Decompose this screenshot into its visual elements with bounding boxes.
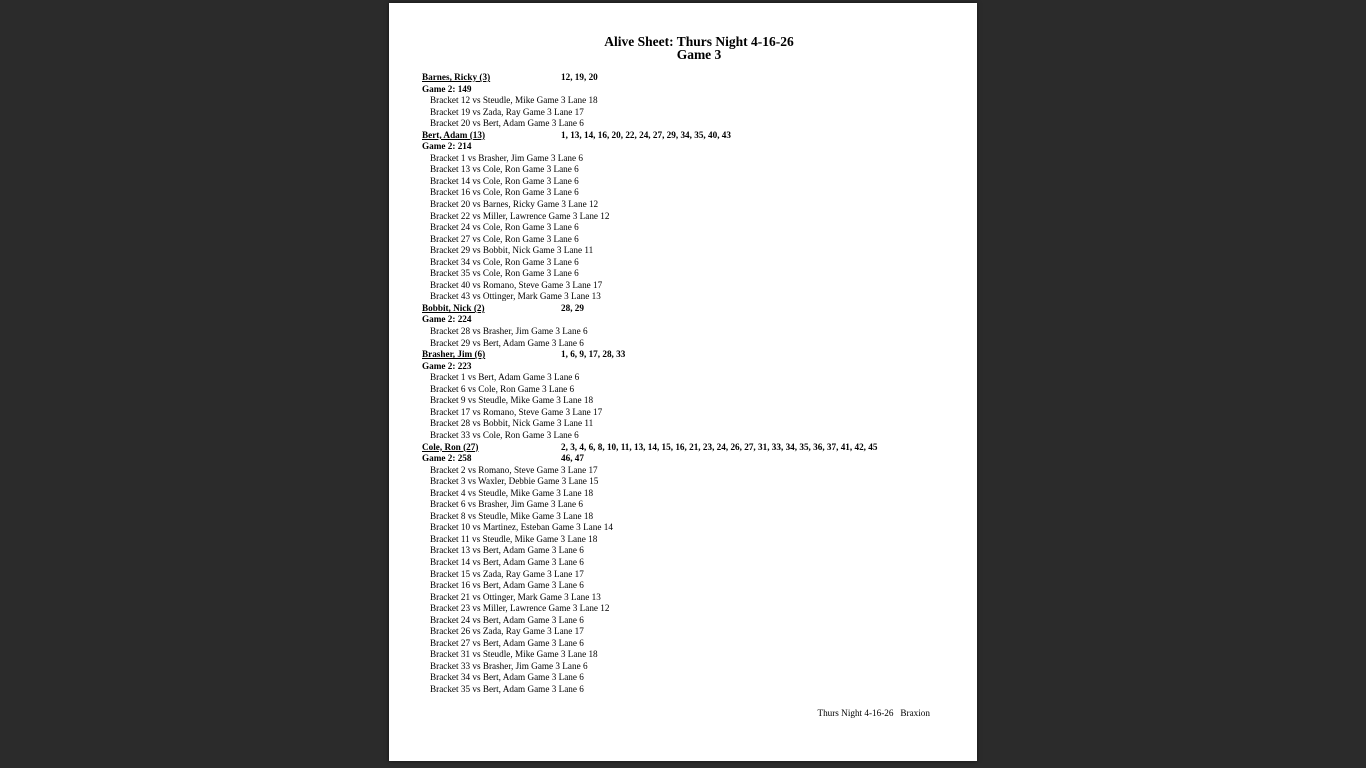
bracket-match-row: Bracket 16 vs Cole, Ron Game 3 Lane 6 [430,187,579,198]
bracket-match-row: Bracket 27 vs Bert, Adam Game 3 Lane 6 [430,637,584,648]
bracket-match-row: Bracket 6 vs Cole, Ron Game 3 Lane 6 [430,383,575,394]
bowler-bracket-list: 2, 3, 4, 6, 8, 10, 11, 13, 14, 15, 16, 21, 23, 24, 26, 27, 31, 33, 34, 35, 36, 37, 41, 42, 45 [561,441,878,452]
bracket-match-row: Bracket 43 vs Ottinger, Mark Game 3 Lane 13 [430,291,601,302]
bracket-match-row: Bracket 1 vs Bert, Adam Game 3 Lane 6 [430,372,580,383]
bracket-match-row: Bracket 16 vs Bert, Adam Game 3 Lane 6 [430,580,584,591]
bowler-name: Barnes, Ricky (3) [422,72,491,82]
game-2-score [422,84,962,96]
bracket-match-row: Bracket 40 vs Romano, Steve Game 3 Lane 17 [430,279,603,290]
bracket-match-row: Bracket 31 vs Steudle, Mike Game 3 Lane 18 [430,649,598,660]
bowler-bracket-list: 12, 19, 20 [561,72,598,82]
bowler-name: Cole, Ron (27) [422,441,479,452]
bracket-match-row: Bracket 29 vs Bobbit, Nick Game 3 Lane 11 [430,245,594,256]
bowler-bracket-list: 1, 6, 9, 17, 28, 33 [561,349,626,360]
bracket-match-row: Bracket 24 vs Bert, Adam Game 3 Lane 6 [430,614,584,625]
bracket-match-row: Bracket 10 vs Martinez, Esteban Game 3 Lane 14 [430,522,613,533]
title-line-2: Game 3 [676,47,722,62]
bracket-match-row: Bracket 24 vs Cole, Ron Game 3 Lane 6 [430,222,579,233]
bracket-match-row: Bracket 8 vs Steudle, Mike Game 3 Lane 18 [430,510,594,521]
bowler-bracket-list: 28, 29 [561,302,584,313]
bracket-match-row: Bracket 34 vs Bert, Adam Game 3 Lane 6 [430,672,584,683]
bracket-match-row: Bracket 4 vs Steudle, Mike Game 3 Lane 18 [430,487,594,498]
bracket-match-row: Bracket 33 vs Brasher, Jim Game 3 Lane 6 [430,660,588,671]
bracket-match-row: Bracket 29 vs Bert, Adam Game 3 Lane 6 [430,337,584,348]
bowler-header [422,303,962,315]
bracket-match-row: Bracket 1 vs Brasher, Jim Game 3 Lane 6 [430,152,583,163]
bracket-match-row: Bracket 6 vs Brasher, Jim Game 3 Lane 6 [430,499,583,510]
bracket-match-row: Bracket 22 vs Miller, Lawrence Game 3 Lane 12 [430,210,610,221]
bowler-header [422,72,962,84]
game-2-score [422,361,962,373]
bracket-match-row: Bracket 20 vs Barnes, Ricky Game 3 Lane 12 [430,199,599,210]
bowler-bracket-list-continued: 46, 47 [561,453,584,464]
bracket-match-row: Bracket 27 vs Cole, Ron Game 3 Lane 6 [430,233,579,244]
bowler-header [422,349,962,361]
bracket-match-row: Bracket 9 vs Steudle, Mike Game 3 Lane 18 [430,395,594,406]
game-2-score [422,141,962,153]
bracket-match-row: Bracket 20 vs Bert, Adam Game 3 Lane 6 [430,118,584,129]
bracket-match-row: Bracket 21 vs Ottinger, Mark Game 3 Lane 13 [430,591,601,602]
bracket-match-row: Bracket 26 vs Zada, Ray Game 3 Lane 17 [430,626,584,637]
bracket-match-row: Bracket 35 vs Bert, Adam Game 3 Lane 6 [430,683,584,694]
bracket-match-row: Bracket 14 vs Bert, Adam Game 3 Lane 6 [430,556,584,567]
bracket-match-row: Bracket 35 vs Cole, Ron Game 3 Lane 6 [430,268,579,279]
game-2-label: Game 2: 214 [422,141,472,152]
game-2-label: Game 2: 224 [422,314,472,325]
bracket-match-row: Bracket 23 vs Miller, Lawrence Game 3 Lane 12 [430,603,610,614]
bowler-header [422,442,962,454]
bracket-match-row: Bracket 34 vs Cole, Ron Game 3 Lane 6 [430,256,579,267]
bracket-match-row: Bracket 28 vs Brasher, Jim Game 3 Lane 6 [430,326,588,337]
bracket-match-row: Bracket 2 vs Romano, Steve Game 3 Lane 17 [430,464,598,475]
bracket-match-row: Bracket 19 vs Zada, Ray Game 3 Lane 17 [430,106,584,117]
bowler-name: Bobbit, Nick (2) [422,302,485,313]
game-2-label: Game 2: 223 [422,360,472,371]
page-title [389,35,1009,61]
bowler-name: Brasher, Jim (6) [422,349,486,360]
bowler-header [422,130,962,142]
bracket-match-row: Bracket 13 vs Cole, Ron Game 3 Lane 6 [430,164,579,175]
title-line-1: Alive Sheet: Thurs Night 4-16-26 [604,34,794,49]
game-2-label: Game 2: 258 [422,453,472,464]
bracket-match-row: Bracket 11 vs Steudle, Mike Game 3 Lane 18 [430,533,598,544]
game-2-score [422,453,962,465]
bowler-bracket-list: 1, 13, 14, 16, 20, 22, 24, 27, 29, 34, 35, 40, 43 [561,129,731,140]
bracket-match-row: Bracket 28 vs Bobbit, Nick Game 3 Lane 11 [430,418,594,429]
page-footer: Thurs Night 4-16-26 Braxion [817,708,930,718]
bracket-match-row: Bracket 13 vs Bert, Adam Game 3 Lane 6 [430,545,584,556]
bracket-match-row: Bracket 3 vs Waxler, Debbie Game 3 Lane 15 [430,476,599,487]
bracket-match-row: Bracket 12 vs Steudle, Mike Game 3 Lane 18 [430,95,598,106]
game-2-score [422,314,962,326]
alive-sheet-list [422,72,962,696]
bowler-name: Bert, Adam (13) [422,129,486,140]
document-page [389,3,977,761]
bracket-match-row: Bracket 17 vs Romano, Steve Game 3 Lane 17 [430,406,603,417]
game-2-label: Game 2: 149 [422,83,472,94]
bracket-match-row: Bracket 15 vs Zada, Ray Game 3 Lane 17 [430,568,584,579]
bracket-match-row: Bracket 14 vs Cole, Ron Game 3 Lane 6 [430,175,579,186]
bracket-match-row: Bracket 33 vs Cole, Ron Game 3 Lane 6 [430,429,579,440]
